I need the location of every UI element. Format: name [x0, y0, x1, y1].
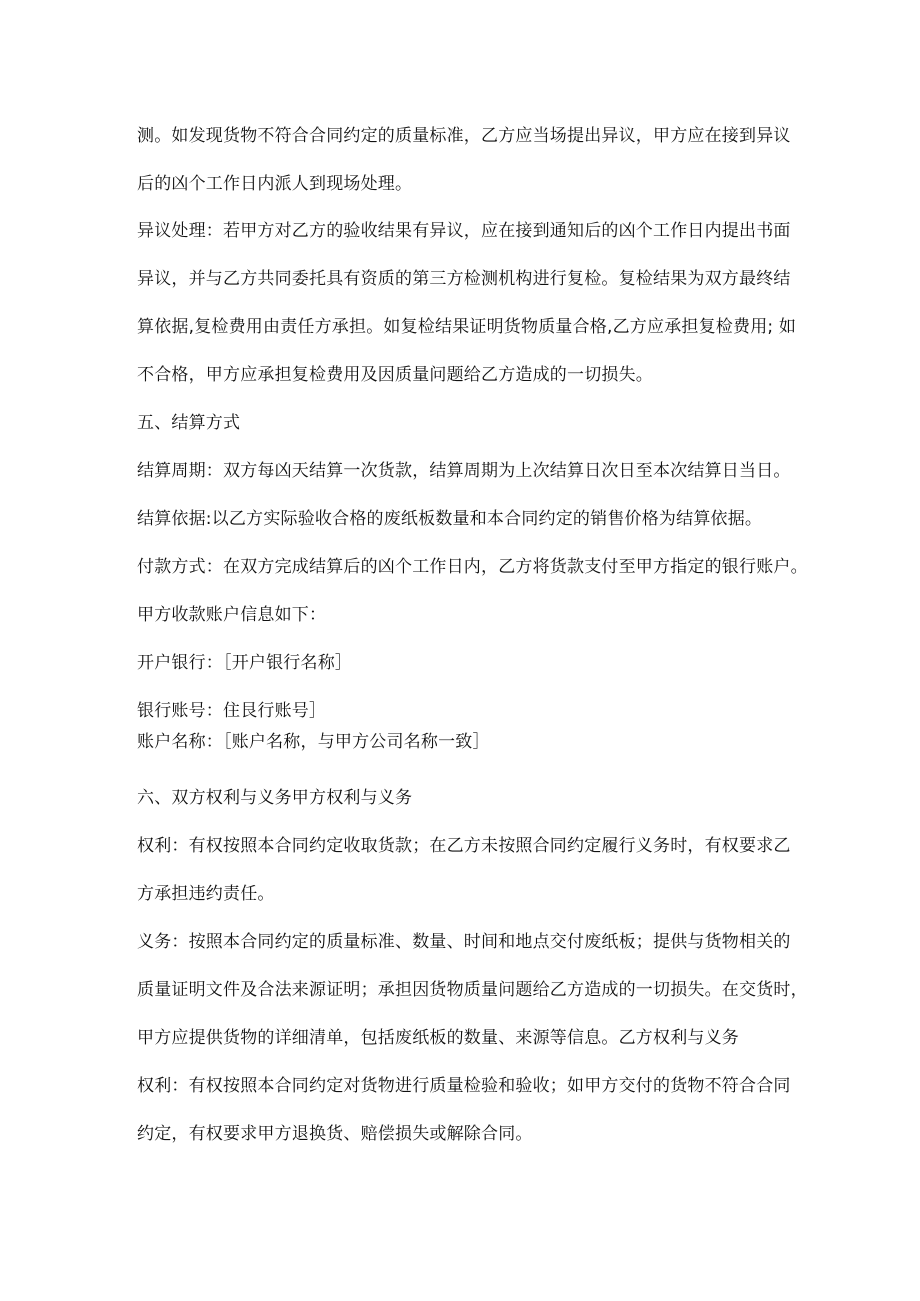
text-line: 方承担违约责任。 [137, 884, 275, 904]
text-line: 甲方收款账户信息如下： [137, 605, 327, 625]
text-line: 结算依据:以乙方实际验收合格的废纸板数量和本合同约定的销售价格为结算依据。 [137, 509, 763, 529]
text-line: 测。如发现货物不符合合同约定的质量标准，乙方应当场提出异议，甲方应在接到异议 [137, 126, 791, 146]
text-line: 开户银行：［开户银行名称］ [137, 653, 353, 673]
text-line: 异议，并与乙方共同委托具有资质的第三方检测机构进行复检。复检结果为双方最终结 [137, 269, 791, 289]
text-line: 账户名称：［账户名称，与甲方公司名称一致］ [137, 732, 490, 752]
text-line: 银行账号：住艮行账号］ [137, 701, 327, 721]
text-line: 义务：按照本合同约定的质量标准、数量、时间和地点交付废纸板；提供与货物相关的 [137, 932, 791, 952]
text-line: 甲方应提供货物的详细清单，包括废纸板的数量、来源等信息。乙方权利与义务 [137, 1028, 739, 1048]
text-line: 异议处理：若甲方对乙方的验收结果有异议，应在接到通知后的凶个工作日内提出书面 [137, 221, 791, 241]
section-heading: 六、双方权利与义务甲方权利与义务 [137, 788, 413, 808]
text-line: 后的凶个工作日内派人到现场处理。 [137, 174, 413, 194]
text-line: 结算周期：双方每凶天结算一次货款，结算周期为上次结算日次日至本次结算日当日。 [137, 461, 791, 481]
text-line: 约定，有权要求甲方退换货、赔偿损失或解除合同。 [137, 1124, 533, 1144]
text-line: 权利：有权按照本合同约定对货物进行质量检验和验收；如甲方交付的货物不符合合同 [137, 1076, 791, 1096]
text-line: 算依据,复检费用由责任方承担。如复检结果证明货物质量合格,乙方应承担复检费用; 如 [137, 317, 797, 337]
text-line: 付款方式：在双方完成结算后的凶个工作日内，乙方将货款支付至甲方指定的银行账户。 [137, 557, 808, 577]
text-line: 权利：有权按照本合同约定收取货款；在乙方未按照合同约定履行义务时，有权要求乙 [137, 836, 791, 856]
section-heading: 五、结算方式 [137, 413, 241, 433]
text-line: 质量证明文件及合法来源证明；承担因货物质量问题给乙方造成的一切损失。在交货时， [137, 980, 808, 1000]
text-line: 不合格，甲方应承担复检费用及因质量问题给乙方造成的一切损失。 [137, 365, 653, 385]
